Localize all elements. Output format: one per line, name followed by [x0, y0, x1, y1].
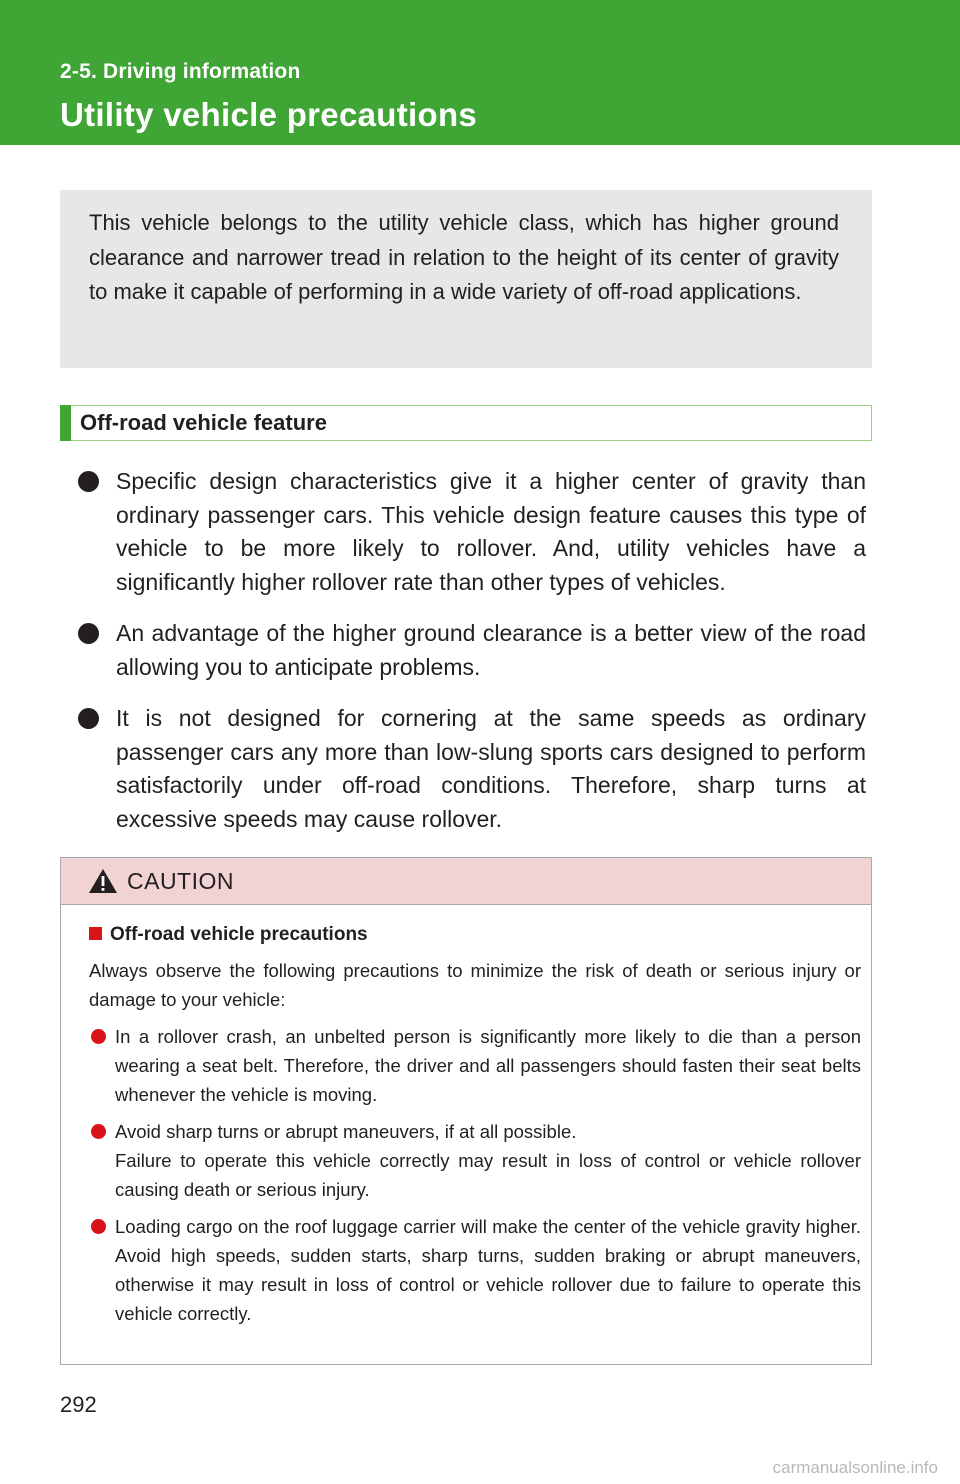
section-label: 2-5. Driving information: [60, 60, 301, 83]
list-item: [78, 702, 866, 836]
caution-list-item: [89, 1212, 861, 1328]
bullet-text: It is not designed for cornering at the same speeds as ordinary passenger cars any more than low-slung sports cars designed to perform satisfactorily under off-road conditions. Therefore, sharp turns at excessive speeds may cause rollover.: [116, 705, 866, 832]
caution-list-item: [89, 1022, 861, 1109]
red-bullet-icon: [91, 1219, 106, 1234]
subsection-title: Off-road vehicle feature: [80, 410, 327, 435]
caution-item-subtext: Failure to operate this vehicle correctly may result in loss of control or vehicle rollover causing death or serious injury.: [115, 1150, 861, 1200]
list-item: [78, 465, 866, 599]
red-bullet-icon: [91, 1124, 106, 1139]
caution-header: [61, 858, 871, 905]
page-title: Utility vehicle precautions: [60, 96, 478, 133]
intro-box: [60, 190, 872, 368]
bullet-dot-icon: [78, 623, 99, 644]
header-band: [0, 0, 960, 145]
caution-item-text: Avoid sharp turns or abrupt maneuvers, if at all possible.: [115, 1121, 577, 1142]
caution-title-text: Off-road vehicle precautions: [110, 924, 368, 945]
bullet-dot-icon: [78, 471, 99, 492]
feature-bullet-list: [78, 465, 866, 854]
list-item: [78, 617, 866, 684]
page-number: 292: [60, 1392, 97, 1417]
warning-triangle-icon: [88, 868, 118, 894]
watermark: carmanualsonline.info: [772, 1458, 938, 1477]
subsection-accent-bar: [60, 405, 71, 441]
subsection-header: [60, 405, 872, 441]
caution-list-item: [89, 1117, 861, 1204]
caution-intro: Always observe the following precautions to minimize the risk of death or serious injury or damage to your vehicle:: [89, 960, 861, 1010]
intro-text: This vehicle belongs to the utility vehicle class, which has higher ground clearance and narrower tread in relation to the height of its center of gravity to make it capable of performing in a wide variety of off-road applications.: [89, 210, 839, 304]
caution-title: [89, 924, 861, 946]
red-bullet-icon: [91, 1029, 106, 1044]
bullet-text: An advantage of the higher ground clearance is a better view of the road allowing you to anticipate problems.: [116, 620, 866, 680]
bullet-text: Specific design characteristics give it a higher center of gravity than ordinary passenger cars. This vehicle design feature causes this type of vehicle to be more likely to rollover. And, utility vehicles have a significantly higher rollover rate than other types of vehicles.: [116, 468, 866, 595]
caution-item-text: In a rollover crash, an unbelted person is significantly more likely to die than a person wearing a seat belt. Therefore, the driver and all passengers should fasten their seat belts whenever the vehicle is moving.: [115, 1026, 861, 1105]
caution-item-text: Loading cargo on the roof luggage carrier will make the center of the vehicle gravity higher. Avoid high speeds, sudden starts, sharp turns, sudden braking or abrupt maneuvers, otherwise it may result in loss of control or vehicle rollover due to failure to operate this vehicle correctly.: [115, 1216, 861, 1324]
caution-label: CAUTION: [127, 868, 234, 894]
bullet-dot-icon: [78, 708, 99, 729]
square-bullet-icon: [89, 927, 102, 940]
caution-body: [89, 924, 861, 1336]
caution-box: [60, 857, 872, 1365]
